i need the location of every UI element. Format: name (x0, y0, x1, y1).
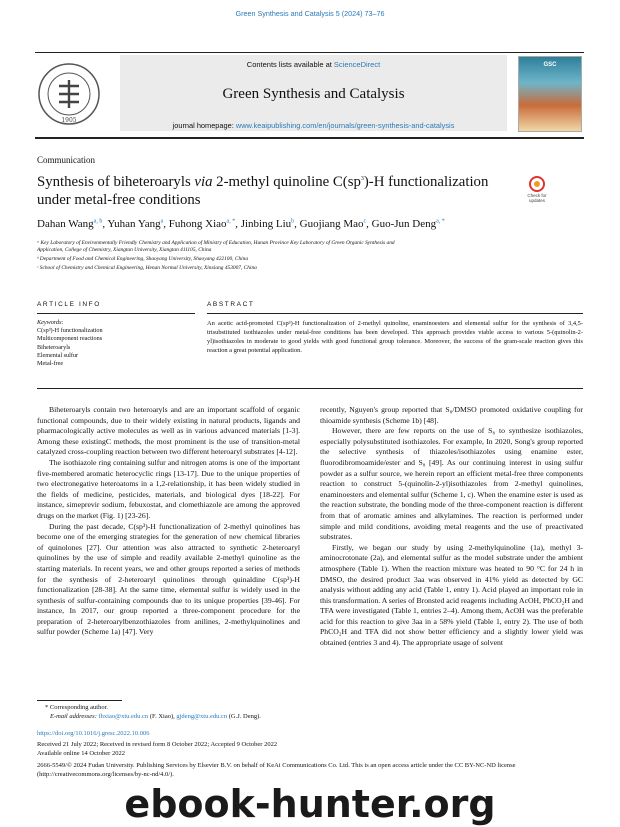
keyword: Elemental sulfur (37, 351, 79, 359)
email-owner: (G.J. Deng). (227, 713, 261, 720)
body-right-column (320, 405, 583, 649)
author-separator: , (102, 218, 108, 230)
sciencedirect-link[interactable]: ScienceDirect (333, 60, 381, 69)
contents-prefix: Contents lists available at (246, 60, 334, 69)
top-rule (35, 52, 584, 53)
article-title (37, 170, 507, 209)
author-name: Dahan Wang (37, 218, 94, 230)
journal-citation[interactable]: Green Synthesis and Catalysis 5 (2024) 73–76 (235, 9, 385, 18)
header-rule (35, 137, 584, 139)
affiliation-line: ᶜ School of Chemistry and Chemical Engineering, Henan Normal University, Xinxiang 453007, China (37, 265, 257, 271)
journal-homepage (120, 121, 507, 130)
abstract-text: An acetic acid-promoted C(sp³)-H functionalization of 2-methyl quinoline, enaminoesters and elemental sulfur for the synthesis of 3,4,5-trisubstituted isothiazoles under metal-free conditions has been developed. This approach provides viable access to various 5-(quinolin-2-yl)isothiazoles in moderate to good yields with good functional group tolerance. Moreover, the success of the gram-scale reaction gives this reaction a great potential application. (207, 320, 583, 354)
email-owner: (F. Xiao), (148, 713, 177, 720)
author-affiliation-sup[interactable]: a, * (226, 218, 236, 225)
section-rule (37, 388, 583, 389)
body-paragraph: The isothiazole ring containing sulfur and nitrogen atoms is one of the important five-membered aromatic heterocyclic rings [13-17]. Due to the unique properties of two electronegative heteroatoms in a 1,2-relationship, it has been widely studied in the fields of medicine, pesticides, materials, and biological dyes [18-22]. For instance, simeprevir sodium, febuxostat, and clomethiazole are among the approved drugs on the market (Fig. 1) [23-26]. (37, 457, 300, 520)
author-separator: , (366, 218, 372, 230)
author-affiliation-sup[interactable]: c (363, 218, 367, 225)
keywords-label: Keywords: (37, 319, 64, 326)
check-updates-icon (529, 176, 545, 192)
title-italic: via (194, 173, 213, 190)
svg-text:1905: 1905 (61, 117, 77, 124)
author-separator: , (163, 218, 169, 230)
cover-label: GSC (543, 62, 557, 68)
body-paragraph: During the past decade, C(sp³)-H functionalization of 2-methyl quinolines has become one of the emerging strategies for the generation of new chemical libraries of quinolones [27]. Our attention was also attracted to synthetic 2-heteroaryl quinolines by the use of simple and readily available 2-methyl quinoline as the starting materials. In recent years, we and other groups reported a series of methods for the synthesis of 2-heteroaryl quinolines through quinaldine C(sp³)-H functionalization [28-38]. At the same time, elemental sulfur is widely used in the synthesis of sulfur-containing compounds due to its unique properties [39-46]. For instance, In 2017, our group reported a three-component procedure for the preparation of 2-heteroarylbenzothiazoles from anilines, 2-methylquinolines and sulfur powder (Scheme 1a) [47]. Very (37, 521, 300, 637)
author-affiliation-sup[interactable]: a (160, 218, 164, 225)
author-list (37, 218, 445, 230)
author-name: Guo-Jun Deng (371, 218, 437, 230)
author-affiliation-sup[interactable]: b (291, 218, 295, 225)
author-name: Fuhong Xiao (168, 218, 227, 230)
homepage-prefix: journal homepage: (172, 121, 236, 130)
received-dates: Received 21 July 2022; Received in revised form 8 October 2022; Accepted 9 October 2022 (37, 741, 278, 748)
affiliation-line: Application, College of Chemistry, Xiangtan University, Xiangtan 411105, China (37, 247, 212, 253)
abstract-rule (207, 313, 583, 314)
title-sup: 3 (360, 176, 364, 182)
corresponding-author-note: * Corresponding author. (45, 704, 109, 711)
watermark-text: ebook-hunter.org (124, 782, 496, 826)
journal-title: Green Synthesis and Catalysis (222, 86, 405, 102)
contents-line (120, 60, 507, 69)
body-paragraph: Biheteroaryls contain two heteroaryls and are an important scaffold of organic functional compounds, due to their widely existing in natural products, ligands and pharmacologically active molecules as well as in various advanced materials [1-3]. Among these existingC methods, the most prominent is the use of transition-metal catalyzed cross-coupling reaction between two different heteroaryl substrates [4-12]. (37, 405, 300, 457)
article-info-heading: ARTICLE INFO (37, 301, 101, 308)
email-line (50, 713, 261, 720)
article-type: Communication (37, 155, 95, 165)
license-text: 2666-5549/© 2024 Fudan University. Publishing Services by Elsevier B.V. on behalf of KeAi Communications Co. Ltd. This is an open access article under the CC BY-NC-ND license (http://creativecommons.org/licenses/by-nc-nd/4.0/). (37, 762, 516, 778)
university-seal-logo (37, 62, 101, 126)
doi-link[interactable]: https://doi.org/10.1016/j.gresc.2022.10.006 (37, 730, 150, 737)
body-left-column (37, 405, 300, 638)
title-line-2: under metal-free conditions (37, 191, 201, 208)
email-label: E-mail addresses: (50, 713, 99, 720)
check-for-updates-button[interactable] (522, 176, 552, 204)
email-link[interactable]: fhxiao@xtu.edu.cn (98, 713, 149, 720)
affiliation-line: ᵃ Key Laboratory of Environmentally Friendly Chemistry and Application of Ministry of Education, Hunan Province Key Laboratory of Green Organic Synthesis and (37, 240, 395, 246)
abstract-heading: ABSTRACT (207, 301, 255, 308)
check-updates-label: Check for updates (527, 193, 547, 203)
body-paragraph: Firstly, we began our study by using 2-methylquinoline (1a), methyl 3-aminocrotonate (2a), and elemental sulfur as the model substrate under the ambient atmosphere (Table 1). When the reaction mixture was heated to 90 °C for 24 h in DMSO, the desired product 3aa was observed in 41% yield as detected by GC analysis without adding any acid (Table 1, entry 1). Acid played an important role in this transformation. A series of Bronsted acid reagents including AcOH, PhCO₂H and TFA were investigated (Table 1, entries 2–4). Among them, AcOH was the preferable acid for this reaction to give 3aa in a 58% yield (Table 1, entry 2). The use of both PhCO₂H and TFA did not show better efficiency and a slightly lower yield was obtained (entries 3 and 4). The appropriate usage of solvent (320, 542, 583, 648)
footnote-rule (37, 700, 122, 701)
author-affiliation-sup[interactable]: a, * (436, 218, 445, 225)
keyword: Biheteroaryls (37, 343, 71, 351)
title-part: 2-methyl quinoline C(sp (212, 173, 361, 190)
title-part: )-H functionalization (363, 173, 489, 190)
title-part: Synthesis of biheteroaryls (37, 173, 195, 190)
available-online: Available online 14 October 2022 (37, 750, 125, 757)
author-separator: , (294, 218, 300, 230)
author-name: Jinbing Liu (240, 218, 292, 230)
author-separator: , (235, 218, 241, 230)
affiliation-line: ᵇ Department of Food and Chemical Engineering, Shaoyang University, Shaoyang 422100, China (37, 256, 249, 262)
email-link[interactable]: gjdeng@xtu.edu.cn (176, 713, 228, 720)
keyword: Metal-free (37, 360, 64, 368)
body-paragraph: recently, Nguyen's group reported that S₈/DMSO promoted oxidative coupling for thioamide synthesis (Scheme 1b) [48]. (320, 405, 583, 425)
homepage-link[interactable]: www.keaipublishing.com/en/journals/green-synthesis-and-catalysis (235, 121, 455, 130)
keyword: Multicomponent reactions (37, 335, 103, 343)
info-rule (37, 313, 195, 314)
keywords-block (37, 319, 103, 368)
body-paragraph: However, there are few reports on the use of S₈ to synthesize isothiazoles, especially polysubstituted isothiazoles. For example, In 2020, Song's group reported the selective synthesis of thiazoles/isothiazoles using enamine ester, fluorodibromoamide/ester and S₈ [49]. As our continuing interest in using sulfur powder as a sulfur source, we herein report an efficient metal-free three components reaction to construct 5-(quinolin-2-yl)isothiazoles from 2-methyl quinolines, enaminoesters and elemental sulfur (Scheme 1, c). When the enamine ester is used as the reaction substrate, the bonding mode of the three-component reaction is different from that of aromatic amines and alkylamines. The reaction is performed under simple and mild conditions, avoiding metal reagents and the use of preactivated substrates. (320, 426, 583, 542)
author-name: Yuhan Yang (107, 218, 161, 230)
keyword: C(sp³)-H functionalization (37, 327, 103, 335)
author-affiliation-sup[interactable]: a, b (93, 218, 103, 225)
author-name: Guojiang Mao (299, 218, 364, 230)
